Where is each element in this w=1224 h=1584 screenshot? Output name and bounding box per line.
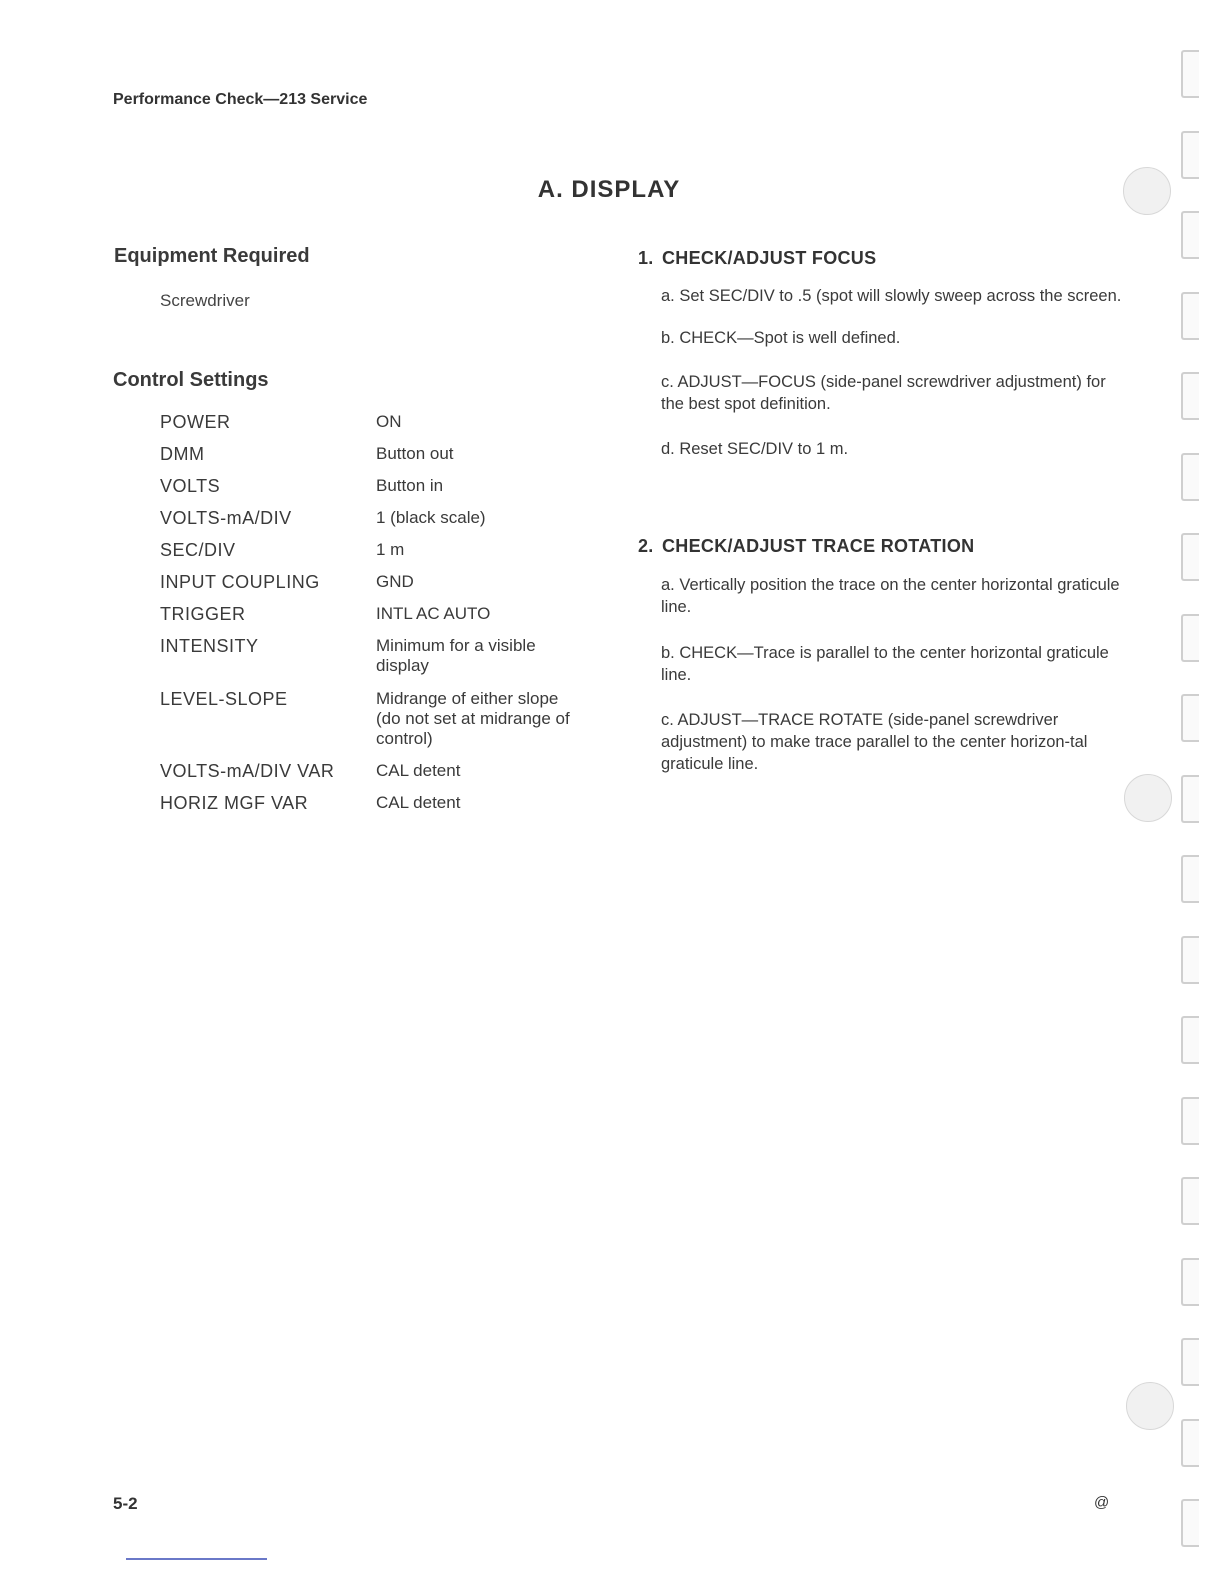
setting-row — [160, 476, 600, 508]
setting-value: Button in — [376, 476, 444, 495]
binding-tab — [1181, 1419, 1199, 1467]
binding-tab — [1181, 533, 1199, 581]
setting-value: INTL AC AUTO — [376, 604, 491, 623]
binder-hole — [1126, 1382, 1174, 1430]
step-item: a. Vertically position the trace on the center horizontal graticule line. — [661, 576, 1120, 616]
setting-name: VOLTS — [160, 476, 221, 496]
step-heading — [638, 536, 1128, 557]
setting-name: INPUT COUPLING — [160, 572, 320, 592]
setting-name: LEVEL-SLOPE — [160, 689, 288, 709]
binding-tab — [1181, 936, 1199, 984]
section-title: A. DISPLAY — [537, 176, 681, 203]
setting-name: INTENSITY — [160, 636, 259, 656]
setting-row — [160, 572, 600, 604]
setting-name: HORIZ MGF VAR — [160, 793, 309, 813]
setting-name: VOLTS-mA/DIV — [160, 508, 292, 528]
binding-tab — [1181, 1016, 1199, 1064]
binding-tab — [1181, 1258, 1199, 1306]
setting-row — [160, 689, 600, 761]
binding-tab — [1181, 1177, 1199, 1225]
setting-value: ON — [376, 412, 402, 431]
binding-tab — [1181, 292, 1199, 340]
running-head: Performance Check—213 Service — [113, 91, 368, 108]
procedure-steps — [638, 248, 1128, 775]
step-heading — [638, 248, 1128, 269]
binding-tab — [1181, 614, 1199, 662]
setting-name: SEC/DIV — [160, 540, 236, 560]
setting-row — [160, 604, 600, 636]
binder-hole — [1123, 167, 1171, 215]
binding-tab — [1181, 372, 1199, 420]
setting-value: 1 (black scale) — [376, 508, 486, 527]
step-number: 1. — [638, 248, 654, 268]
binding-tab — [1181, 694, 1199, 742]
step-item: d. Reset SEC/DIV to 1 m. — [661, 440, 849, 458]
setting-row — [160, 636, 600, 689]
setting-row — [160, 444, 600, 476]
setting-value: 1 m — [376, 540, 405, 559]
footer-mark: @ — [1094, 1494, 1110, 1511]
setting-row — [160, 508, 600, 540]
setting-row — [160, 540, 600, 572]
binding-tab — [1181, 453, 1199, 501]
step-item: b. CHECK—Spot is well defined. — [661, 329, 901, 347]
setting-value: GND — [376, 572, 414, 591]
setting-value: Midrange of either slope (do not set at midrange of control) — [376, 689, 570, 748]
step-item: c. ADJUST—FOCUS (side-panel screwdriver adjustment) for the best spot definition. — [661, 373, 1106, 413]
binding-tab — [1181, 1499, 1199, 1547]
setting-value: Minimum for a visible display — [376, 636, 536, 675]
binding-tab — [1181, 50, 1199, 98]
step-focus — [638, 248, 1128, 460]
binding-tab — [1181, 131, 1199, 179]
step-item: b. CHECK—Trace is parallel to the center horizontal graticule line. — [661, 644, 1109, 684]
binding-tab — [1181, 1338, 1199, 1386]
setting-value: CAL detent — [376, 793, 461, 812]
binding-tab — [1181, 855, 1199, 903]
binding-tab — [1181, 1097, 1199, 1145]
setting-name: POWER — [160, 412, 231, 432]
binding-tab — [1181, 211, 1199, 259]
step-title: CHECK/ADJUST FOCUS — [662, 248, 877, 268]
step-item: c. ADJUST—TRACE ROTATE (side-panel screwdriver adjustment) to make trace parallel to the center horizon-tal graticule line. — [661, 711, 1088, 773]
step-item: a. Set SEC/DIV to .5 (spot will slowly sweep across the screen. — [661, 287, 1122, 305]
equipment-item: Screwdriver — [160, 291, 250, 310]
binding-tab — [1181, 775, 1199, 823]
control-settings-table — [160, 412, 600, 825]
setting-name: DMM — [160, 444, 205, 464]
setting-name: TRIGGER — [160, 604, 246, 624]
control-settings-heading: Control Settings — [113, 369, 269, 391]
setting-row — [160, 412, 600, 444]
setting-row — [160, 793, 600, 825]
step-title: CHECK/ADJUST TRACE ROTATION — [662, 536, 975, 556]
setting-value: CAL detent — [376, 761, 461, 780]
step-number: 2. — [638, 536, 654, 556]
setting-name: VOLTS-mA/DIV VAR — [160, 761, 335, 781]
equipment-heading: Equipment Required — [114, 245, 310, 267]
setting-row — [160, 761, 600, 793]
scan-underline — [126, 1558, 267, 1560]
page-number: 5-2 — [113, 1494, 138, 1513]
setting-value: Button out — [376, 444, 454, 463]
step-trace-rotation — [638, 536, 1128, 775]
binder-hole — [1124, 774, 1172, 822]
